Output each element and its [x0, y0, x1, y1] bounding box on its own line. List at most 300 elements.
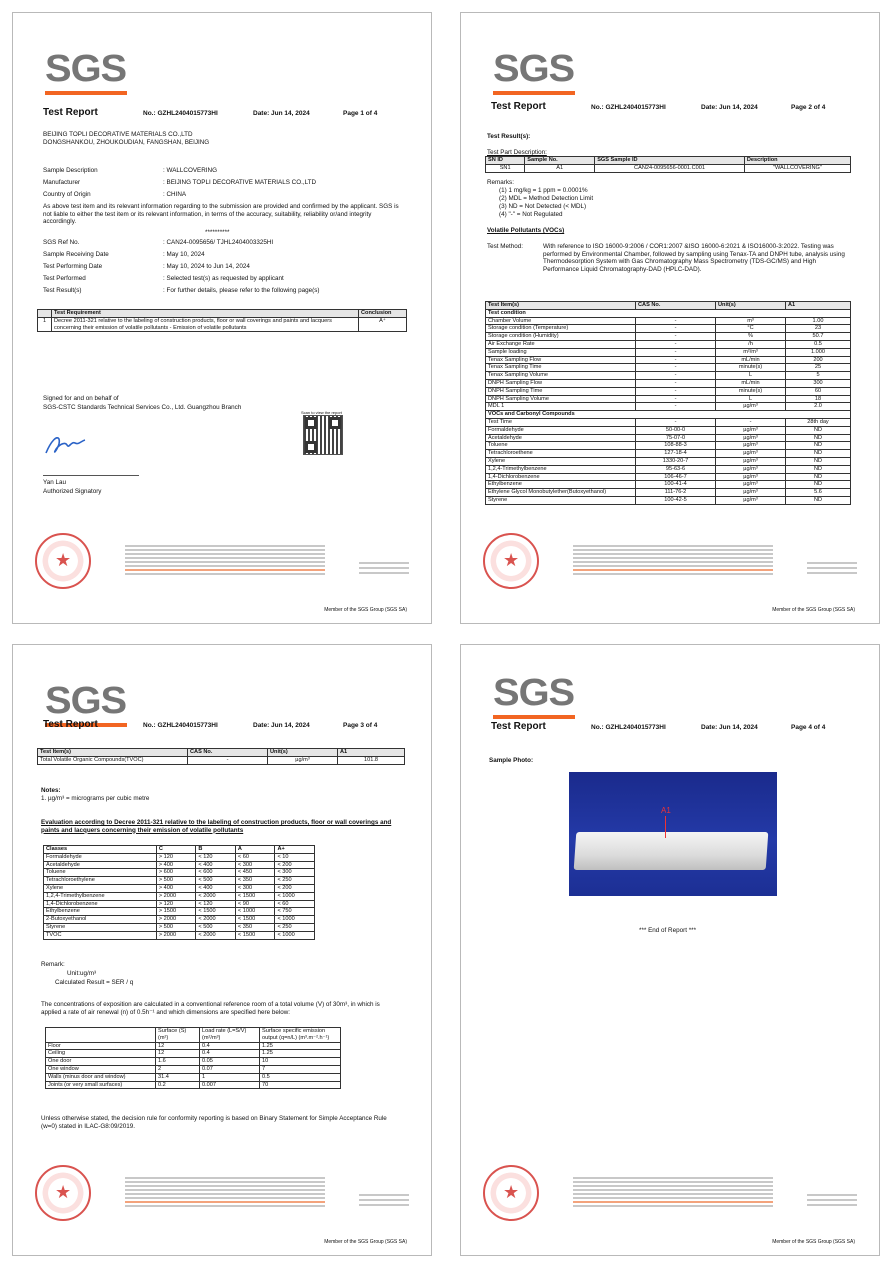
- table-cell: MDL 1: [486, 403, 636, 411]
- table-cell: 0.5: [786, 340, 851, 348]
- table-cell: > 2000: [156, 931, 196, 939]
- table-header: Description: [744, 157, 850, 165]
- table-cell: -: [636, 372, 716, 380]
- table-cell: -: [636, 333, 716, 341]
- table-row: [486, 450, 851, 458]
- table-cell: 28th day: [786, 418, 851, 426]
- report-number: No.: GZHL2404015773HI: [591, 104, 666, 111]
- table-cell: 5: [786, 372, 851, 380]
- table-cell: µg/m³: [716, 481, 786, 489]
- table-row: [486, 481, 851, 489]
- table-cell: µg/m³: [716, 403, 786, 411]
- table-header: SN ID: [486, 157, 525, 165]
- signature-line: [43, 475, 139, 476]
- table-cell: Chamber Volume: [486, 317, 636, 325]
- table-cell: < 200: [275, 884, 315, 892]
- table-cell: SN1: [486, 164, 525, 172]
- table-header: Unit(s): [716, 302, 786, 310]
- table-row: [486, 473, 851, 481]
- report-page-1: [12, 12, 432, 624]
- table-cell: µg/m³: [716, 457, 786, 465]
- table-cell: 2.0: [786, 403, 851, 411]
- end-of-report: *** End of Report ***: [639, 927, 697, 934]
- table-cell: 60: [786, 387, 851, 395]
- table-cell: 31.4: [156, 1073, 200, 1081]
- notes-item: 1. µg/m³ = micrograms per cubic metre: [41, 795, 150, 802]
- table-header: A+: [275, 846, 315, 854]
- table-row: [486, 496, 851, 504]
- table-cell: 7: [260, 1065, 341, 1073]
- voc-results-table: [485, 301, 851, 505]
- table-cell: Sample loading: [486, 348, 636, 356]
- table-cell: "WALLCOVERING": [744, 164, 850, 172]
- table-cell: Air Exchange Rate: [486, 340, 636, 348]
- table-cell: < 600: [196, 869, 236, 877]
- calculated-result-text: Calculated Result = SER / q: [55, 979, 134, 986]
- table-cell: 95-63-6: [636, 465, 716, 473]
- evaluation-title: Evaluation according to Decree 2011-321 relative to the labeling of construction products, floor or wall coverings and paints and lacquers concerning their emission of volatile pollutants: [41, 819, 392, 834]
- field-label: Test Performing Date: [43, 263, 103, 270]
- table-cell: DNPH Sampling Volume: [486, 395, 636, 403]
- table-cell: 100-41-4: [636, 481, 716, 489]
- results-title: Test Result(s):: [487, 133, 531, 140]
- tvoc-table: [37, 748, 405, 765]
- table-cell: < 500: [196, 877, 236, 885]
- report-header: [491, 721, 861, 737]
- table-row: [486, 457, 851, 465]
- decision-rule-text: Unless otherwise stated, the decision rule for conformity reporting is based on Binary Statement for Simple Acceptance Rule (w=0) stated in ILAC-G8:09/2019.: [41, 1115, 387, 1130]
- table-header: Unit(s): [268, 749, 338, 757]
- table-cell: 12: [156, 1042, 200, 1050]
- applicant-address: DONGSHANKOU, ZHOUKOUDIAN, FANGSHAN, BEIJING: [43, 139, 210, 146]
- table-row: [486, 333, 851, 341]
- table-header: Load rate (L=S/V) (m²/m³): [200, 1028, 260, 1043]
- sgs-logo: SGS: [45, 47, 127, 97]
- table-row: [486, 387, 851, 395]
- table-cell: < 120: [196, 900, 236, 908]
- field-value: : BEIJING TOPLI DECORATIVE MATERIALS CO.,LTD: [163, 179, 317, 186]
- table-row: [46, 1073, 341, 1081]
- applicant-name: BEIJING TOPLI DECORATIVE MATERIALS CO.,LTD: [43, 131, 193, 138]
- table-row: [486, 418, 851, 426]
- table-cell: Tenax Sampling Flow: [486, 356, 636, 364]
- remark-item: (3) ND = Not Detected (< MDL): [499, 203, 587, 210]
- table-cell: 12: [156, 1050, 200, 1058]
- table-cell: 101.8: [338, 756, 405, 764]
- table-cell: 0.05: [200, 1058, 260, 1066]
- table-header: Sample No.: [525, 157, 595, 165]
- table-cell: Decree 2011-321 relative to the labeling of construction products, floor or wall coverings and paints and lacquers concerning their emission of volatile pollutants - Emission of volatile pollutants: [52, 317, 359, 332]
- table-cell: 0.007: [200, 1081, 260, 1089]
- report-number: No.: GZHL2404015773HI: [591, 724, 666, 731]
- voc-title: Volatile Pollutants (VOCs): [487, 227, 565, 234]
- table-cell: 0.5: [260, 1073, 341, 1081]
- table-cell: > 500: [156, 923, 196, 931]
- table-cell: < 2000: [196, 892, 236, 900]
- table-header: Surface specific emission output (q=n/L) (m³.m⁻².h⁻¹): [260, 1028, 341, 1043]
- table-cell: 0.07: [200, 1065, 260, 1073]
- table-cell: Total Volatile Organic Compounds(TVOC): [38, 756, 188, 764]
- table-cell: Tetrachloroethylene: [44, 877, 157, 885]
- concentration-text: The concentrations of exposition are calculated in a conventional reference room of a total volume (V) of 30m³, in which is applied a rate of air renewal (n) of 0.5h⁻¹ and which dimensions are specified here below:: [41, 1001, 380, 1016]
- table-cell: Xylene: [486, 457, 636, 465]
- scan-caption: Scan to view the report: [301, 410, 342, 415]
- table-row: [486, 403, 851, 411]
- table-cell: < 120: [196, 853, 236, 861]
- table-row: [44, 884, 315, 892]
- report-title: Test Report: [43, 719, 98, 730]
- field-label: Sample Receiving Date: [43, 251, 109, 258]
- table-row: [44, 877, 315, 885]
- field-value: : WALLCOVERING: [163, 167, 217, 174]
- table-cell: 1.000: [786, 348, 851, 356]
- table-cell: Xylene: [44, 884, 157, 892]
- table-cell: < 1500: [235, 931, 275, 939]
- classes-table: [43, 845, 315, 940]
- table-cell: < 1500: [235, 916, 275, 924]
- table-cell: 1: [38, 317, 52, 332]
- separator-stars: **********: [205, 229, 230, 236]
- signed-branch-text: SGS-CSTC Standards Technical Services Co., Ltd. Guangzhou Branch: [43, 404, 242, 411]
- signed-for-text: Signed for and on behalf of: [43, 395, 119, 402]
- table-cell: < 400: [196, 884, 236, 892]
- field-value: : May 10, 2024 to Jun 14, 2024: [163, 263, 250, 270]
- table-cell: -: [636, 387, 716, 395]
- sgs-logo: SGS: [493, 47, 575, 97]
- table-cell: TVOC: [44, 931, 157, 939]
- table-header: Test Item(s): [486, 302, 636, 310]
- table-cell: A1: [525, 164, 595, 172]
- table-cell: 2: [156, 1065, 200, 1073]
- field-value: : For further details, please refer to the following page(s): [163, 287, 320, 294]
- table-cell: Joints (or very small surfaces): [46, 1081, 156, 1089]
- table-cell: µg/m³: [716, 426, 786, 434]
- table-cell: > 500: [156, 877, 196, 885]
- table-cell: 1.25: [260, 1050, 341, 1058]
- seal-icon: ★: [35, 1165, 91, 1221]
- table-cell: -: [636, 340, 716, 348]
- table-cell: µg/m³: [716, 496, 786, 504]
- remark-item: (2) MDL = Method Detection Limit: [499, 195, 594, 202]
- table-cell: > 1500: [156, 908, 196, 916]
- table-cell: -: [636, 364, 716, 372]
- table-cell: 1,4-Dichlorobenzene: [486, 473, 636, 481]
- table-cell: minute(s): [716, 364, 786, 372]
- table-cell: 1.25: [260, 1042, 341, 1050]
- photo-pointer: [665, 816, 666, 838]
- table-cell: < 1000: [275, 916, 315, 924]
- table-cell: -: [716, 418, 786, 426]
- report-date: Date: Jun 14, 2024: [253, 110, 310, 117]
- table-cell: > 400: [156, 884, 196, 892]
- wallcovering-roll: [574, 832, 769, 870]
- report-title: Test Report: [491, 101, 546, 112]
- table-cell: Toluene: [44, 869, 157, 877]
- table-cell: ND: [786, 426, 851, 434]
- table-cell: A⁺: [359, 317, 407, 332]
- table-cell: ND: [786, 473, 851, 481]
- table-cell: < 350: [235, 923, 275, 931]
- table-cell: One window: [46, 1065, 156, 1073]
- table-row: [486, 395, 851, 403]
- table-cell: minute(s): [716, 387, 786, 395]
- table-cell: Test Time: [486, 418, 636, 426]
- table-header: A1: [338, 749, 405, 757]
- table-cell: 1330-20-7: [636, 457, 716, 465]
- table-cell: 1: [200, 1073, 260, 1081]
- table-cell: < 300: [275, 869, 315, 877]
- table-cell: 2-Butoxyethanol: [44, 916, 157, 924]
- table-cell: L: [716, 395, 786, 403]
- table-row: [486, 164, 851, 172]
- report-header: [43, 719, 413, 735]
- field-label: Test Performed: [43, 275, 86, 282]
- page-number: Page 3 of 4: [343, 722, 378, 729]
- report-page-3: [12, 644, 432, 1256]
- seal-icon: ★: [483, 533, 539, 589]
- report-title: Test Report: [491, 721, 546, 732]
- table-cell: < 1000: [275, 892, 315, 900]
- table-cell: < 750: [275, 908, 315, 916]
- remark-item: (4) "-" = Not Regulated: [499, 211, 563, 218]
- table-cell: %: [716, 333, 786, 341]
- table-header: Test Requirement: [52, 310, 359, 318]
- seal-icon: ★: [35, 533, 91, 589]
- table-cell: < 2000: [196, 916, 236, 924]
- footer-member: Member of the SGS Group (SGS SA): [324, 607, 407, 613]
- table-row: [486, 372, 851, 380]
- table-cell: > 120: [156, 900, 196, 908]
- table-cell: µg/m³: [268, 756, 338, 764]
- table-cell: 111-76-2: [636, 489, 716, 497]
- table-cell: Storage condition (Temperature): [486, 325, 636, 333]
- table-row: [44, 900, 315, 908]
- sgs-logo: SGS: [45, 679, 127, 729]
- field-value: : CHINA: [163, 191, 187, 198]
- table-cell: Formaldehyde: [486, 426, 636, 434]
- footer-terms: [125, 545, 325, 577]
- table-header: Classes: [44, 846, 157, 854]
- table-row: [46, 1081, 341, 1089]
- report-date: Date: Jun 14, 2024: [253, 722, 310, 729]
- remark-title: Remark:: [41, 961, 65, 968]
- table-cell: 300: [786, 379, 851, 387]
- table-cell: < 500: [196, 923, 236, 931]
- table-cell: Styrene: [486, 496, 636, 504]
- table-row: [486, 364, 851, 372]
- table-row: [486, 379, 851, 387]
- table-cell: 70: [260, 1081, 341, 1089]
- table-cell: Ethylene Glycol Monobutylether(Butoxyethanol): [486, 489, 636, 497]
- table-row: [486, 356, 851, 364]
- table-row: [46, 1058, 341, 1066]
- table-cell: 1,4-Dichlorobenzene: [44, 900, 157, 908]
- table-cell: 1,2,4-Trimethylbenzene: [486, 465, 636, 473]
- table-row: [46, 1042, 341, 1050]
- table-cell: < 400: [196, 861, 236, 869]
- table-cell: -: [636, 348, 716, 356]
- report-page-4: [460, 644, 880, 1256]
- table-cell: Formaldehyde: [44, 853, 157, 861]
- table-header: A: [235, 846, 275, 854]
- table-cell: 23: [786, 325, 851, 333]
- table-cell: Ceiling: [46, 1050, 156, 1058]
- table-cell: 1.00: [786, 317, 851, 325]
- table-cell: > 2000: [156, 892, 196, 900]
- table-row: [44, 892, 315, 900]
- part-description-title: Test Part Description:: [487, 149, 547, 156]
- sgs-logo: SGS: [493, 671, 575, 721]
- remark-item: (1) 1 mg/kg = 1 ppm = 0.0001%: [499, 187, 588, 194]
- table-cell: > 120: [156, 853, 196, 861]
- table-cell: Storage condition (Humidity): [486, 333, 636, 341]
- table-cell: < 1000: [275, 931, 315, 939]
- table-cell: ND: [786, 457, 851, 465]
- report-title: Test Report: [43, 107, 98, 118]
- footer-member: Member of the SGS Group (SGS SA): [324, 1239, 407, 1245]
- report-date: Date: Jun 14, 2024: [701, 104, 758, 111]
- table-header: Conclusion: [359, 310, 407, 318]
- qr-code[interactable]: [303, 415, 343, 455]
- table-row: [44, 931, 315, 939]
- table-row: [486, 317, 851, 325]
- table-cell: 50-00-0: [636, 426, 716, 434]
- table-cell: > 400: [156, 861, 196, 869]
- table-cell: 0.2: [156, 1081, 200, 1089]
- table-cell: < 200: [275, 861, 315, 869]
- table-row: [486, 442, 851, 450]
- report-header: [43, 107, 413, 123]
- table-section-title: Test condition: [486, 309, 851, 317]
- table-cell: Tenax Sampling Time: [486, 364, 636, 372]
- signature-image: [43, 431, 87, 459]
- table-cell: Ethylbenzene: [44, 908, 157, 916]
- sample-photo: [569, 772, 777, 896]
- table-cell: -: [636, 356, 716, 364]
- table-header: CAS No.: [636, 302, 716, 310]
- field-value: : CAN24-0095656/ TJHL2404003325HI: [163, 239, 274, 246]
- table-cell: Tetrachloroethene: [486, 450, 636, 458]
- table-cell: < 300: [235, 861, 275, 869]
- table-cell: m²/m³: [716, 348, 786, 356]
- table-row: [44, 916, 315, 924]
- table-row: [486, 325, 851, 333]
- table-row: [486, 465, 851, 473]
- table-cell: Tenax Sampling Volume: [486, 372, 636, 380]
- table-cell: Styrene: [44, 923, 157, 931]
- table-cell: m³: [716, 317, 786, 325]
- footer-contacts: [359, 562, 409, 577]
- table-row: [44, 908, 315, 916]
- remarks-title: Remarks:: [487, 179, 514, 186]
- footer-member: Member of the SGS Group (SGS SA): [772, 607, 855, 613]
- table-cell: ND: [786, 481, 851, 489]
- signatory-name: Yan Lau: [43, 479, 66, 486]
- field-label: Manufacturer: [43, 179, 81, 186]
- field-label: Country of Origin: [43, 191, 91, 198]
- field-label: Sample Description: [43, 167, 98, 174]
- method-text: With reference to ISO 16000-9:2006 / COR1:2007 &ISO 16000-6:2021 & ISO16000-3:2022. Testing was performed by Environmental Chamber, followed by sampling using Tenax-TA and DNPH tube, analysis using Thermodesorption System with Gas Chromatography Mass Spectrometry (TDS-GC/MS) and High Performance Liquid Chromatography-DAD (HPLC-DAD).: [543, 243, 845, 273]
- table-row: [486, 426, 851, 434]
- table-cell: µg/m³: [716, 434, 786, 442]
- table-cell: -: [636, 403, 716, 411]
- table-header: SGS Sample ID: [595, 157, 745, 165]
- unit-text: Unit:ug/m³: [67, 970, 97, 977]
- table-cell: ND: [786, 442, 851, 450]
- table-header: Surface (S) (m²): [156, 1028, 200, 1043]
- page-number: Page 4 of 4: [791, 724, 826, 731]
- footer-terms: [125, 1177, 325, 1209]
- table-cell: < 60: [235, 853, 275, 861]
- table-cell: µg/m³: [716, 473, 786, 481]
- table-row: [38, 317, 407, 332]
- footer-contacts: [807, 1194, 857, 1209]
- table-cell: ND: [786, 465, 851, 473]
- method-label: Test Method:: [487, 243, 524, 250]
- photo-label: A1: [661, 806, 671, 815]
- table-row: [486, 434, 851, 442]
- table-cell: < 10: [275, 853, 315, 861]
- table-cell: 127-18-4: [636, 450, 716, 458]
- table-row: [44, 853, 315, 861]
- table-row: [44, 869, 315, 877]
- table-cell: < 250: [275, 877, 315, 885]
- table-cell: 106-46-7: [636, 473, 716, 481]
- disclaimer-text: As above test item and its relevant information regarding to the submission are provided and confirmed by the applicant. SGS is not liable to either the test item or its relevant information, in terms of the accuracy, suitability, reliability or/and integrity accordingly.: [43, 203, 399, 226]
- report-number: No.: GZHL2404015773HI: [143, 110, 218, 117]
- notes-title: Notes:: [41, 787, 61, 794]
- table-cell: 25: [786, 364, 851, 372]
- table-header: C: [156, 846, 196, 854]
- table-cell: 1,2,4-Trimethylbenzene: [44, 892, 157, 900]
- table-cell: < 350: [235, 877, 275, 885]
- table-row: [486, 489, 851, 497]
- report-date: Date: Jun 14, 2024: [701, 724, 758, 731]
- footer-contacts: [359, 1194, 409, 1209]
- seal-icon: ★: [483, 1165, 539, 1221]
- table-cell: 10: [260, 1058, 341, 1066]
- table-cell: < 60: [275, 900, 315, 908]
- table-row: [486, 340, 851, 348]
- field-value: : Selected test(s) as requested by applicant: [163, 275, 284, 282]
- table-cell: -: [188, 756, 268, 764]
- table-row: [46, 1050, 341, 1058]
- table-section-title: VOCs and Carbonyl Compounds: [486, 411, 851, 419]
- table-cell: 0.4: [200, 1050, 260, 1058]
- table-cell: mL/min: [716, 379, 786, 387]
- table-row: [38, 756, 405, 764]
- table-cell: DNPH Sampling Time: [486, 387, 636, 395]
- footer-member: Member of the SGS Group (SGS SA): [772, 1239, 855, 1245]
- table-cell: -: [636, 418, 716, 426]
- table-cell: Walls (minus door and window): [46, 1073, 156, 1081]
- report-page-2: [460, 12, 880, 624]
- table-cell: -: [636, 395, 716, 403]
- table-cell: < 250: [275, 923, 315, 931]
- table-cell: Acetaldehyde: [44, 861, 157, 869]
- footer-contacts: [807, 562, 857, 577]
- table-cell: Floor: [46, 1042, 156, 1050]
- table-row: [486, 348, 851, 356]
- footer-terms: [573, 545, 773, 577]
- sample-table: [485, 156, 851, 173]
- table-cell: µg/m³: [716, 489, 786, 497]
- table-cell: -: [636, 325, 716, 333]
- table-cell: < 90: [235, 900, 275, 908]
- requirement-table: [37, 309, 407, 332]
- table-cell: 100-42-5: [636, 496, 716, 504]
- table-row: [44, 861, 315, 869]
